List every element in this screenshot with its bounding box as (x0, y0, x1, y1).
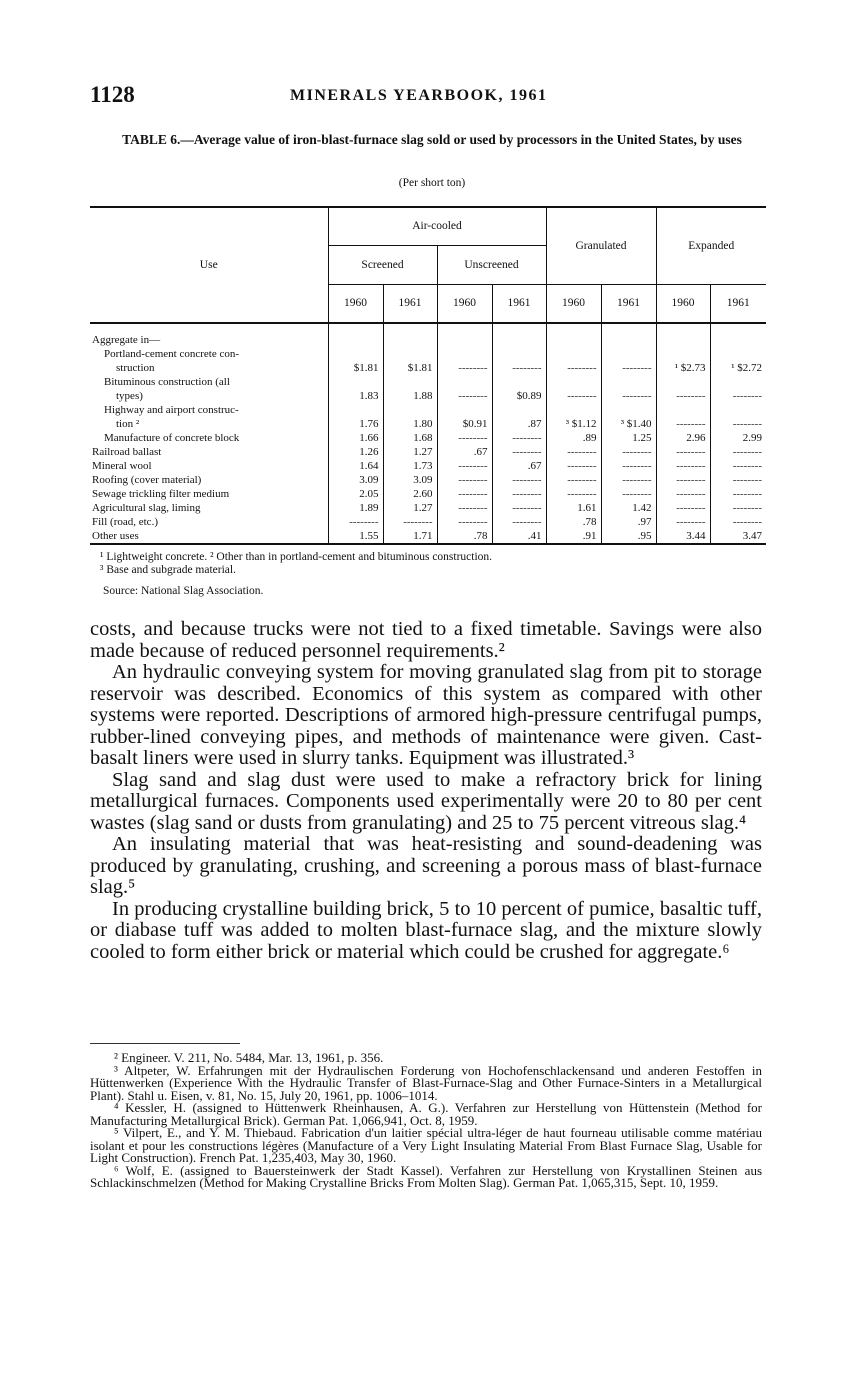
table-cell: 3.44 (656, 529, 710, 544)
table-cell: ¹ $2.72 (710, 361, 766, 375)
row-use-label: Sewage trickling filter medium (92, 488, 230, 500)
table-cell: -------- (437, 515, 492, 529)
table-cell: -------- (437, 389, 492, 403)
row-use-label: tion ² (116, 418, 140, 430)
page-number: 1128 (90, 82, 135, 107)
table-cell: -------- (437, 473, 492, 487)
table-row (90, 375, 766, 389)
year-header: 1960 (546, 284, 601, 323)
table-cell: -------- (601, 459, 656, 473)
table-cell: -------- (601, 473, 656, 487)
table-cell: $0.91 (437, 417, 492, 431)
table-cell: 2.05 (328, 487, 383, 501)
table-cell: 1.71 (383, 529, 437, 544)
year-header: 1961 (601, 284, 656, 323)
group-unscreened: Unscreened (437, 245, 546, 284)
table-cell: 1.76 (328, 417, 383, 431)
table-cell: -------- (710, 389, 766, 403)
row-use-label: struction (116, 362, 155, 374)
row-use-label: Fill (road, etc.) (92, 516, 158, 528)
table-cell: 1.89 (328, 501, 383, 515)
table-row (90, 431, 766, 445)
table-cell: .89 (546, 431, 601, 445)
table-cell: 2.96 (656, 431, 710, 445)
row-use-label: Agricultural slag, liming (92, 502, 201, 514)
table-cell: -------- (656, 473, 710, 487)
col-use-header: Use (90, 207, 328, 323)
group-granulated: Granulated (546, 207, 656, 284)
row-use-label: types) (116, 390, 143, 402)
table-cell: -------- (656, 445, 710, 459)
slag-value-table (90, 206, 766, 545)
table-cell: -------- (710, 487, 766, 501)
table-cell: -------- (710, 417, 766, 431)
footnote: ⁴ Kessler, H. (assigned to Hüttenwerk Rheinhausen, A. G.). Verfahren zur Herstellung von Hüttenstein (Method for Manufacturing Metallurgical Brick). German Pat. 1,066,941, Oct. 8, 1959. (90, 1100, 762, 1128)
table-cell: -------- (710, 445, 766, 459)
table-cell: 2.60 (383, 487, 437, 501)
table-row (90, 445, 766, 459)
body-paragraph: costs, and because trucks were not tied to a fixed timetable. Savings were also made because of reduced personnel requirements.² (90, 618, 762, 662)
table-cell: -------- (492, 515, 546, 529)
table-row (90, 323, 766, 333)
body-paragraph: An insulating material that was heat-resisting and sound-deadening was produced by granulating, crushing, and screening a porous mass of blast-furnace slag.⁵ (90, 833, 762, 898)
table-cell: -------- (546, 445, 601, 459)
table-cell: -------- (492, 473, 546, 487)
table-row (90, 333, 766, 347)
table-cell: 3.09 (383, 473, 437, 487)
table-row (90, 347, 766, 361)
table-cell: -------- (437, 431, 492, 445)
body-paragraph: An hydraulic conveying system for moving granulated slag from pit to storage reservoir was described. Economics of this system as compared with other systems were reported. Descriptions of armored high-pressure centrifugal pumps, rubber-lined conveying pipes, and methods of maintenance were given. Cast-basalt liners were used in slurry tanks. Equipment was illustrated.³ (90, 661, 762, 769)
table-cell: -------- (656, 389, 710, 403)
table-cell: -------- (546, 459, 601, 473)
table-cell: -------- (492, 487, 546, 501)
table-row (90, 473, 766, 487)
table-cell: $1.81 (328, 361, 383, 375)
table-cell: 2.99 (710, 431, 766, 445)
footnote-rule (90, 1043, 240, 1044)
table-cell: 1.73 (383, 459, 437, 473)
table-row (90, 487, 766, 501)
table-cell: ¹ $2.73 (656, 361, 710, 375)
row-use-label: Highway and airport construc- (104, 404, 239, 416)
table-cell: 3.47 (710, 529, 766, 544)
table-cell: -------- (437, 487, 492, 501)
table-cell: 1.88 (383, 389, 437, 403)
table-cell: -------- (437, 501, 492, 515)
table-cell: -------- (710, 459, 766, 473)
table-source: Source: National Slag Association. (103, 585, 264, 597)
running-head: MINERALS YEARBOOK, 1961 (290, 87, 548, 104)
year-header: 1960 (656, 284, 710, 323)
table-cell: 3.09 (328, 473, 383, 487)
table-cell: -------- (328, 515, 383, 529)
table-cell: -------- (546, 487, 601, 501)
table-cell: -------- (656, 487, 710, 501)
group-screened: Screened (328, 245, 437, 284)
table-row (90, 389, 766, 403)
table-cell: .78 (546, 515, 601, 529)
table-cell: .91 (546, 529, 601, 544)
table-cell: -------- (656, 501, 710, 515)
table-cell: 1.61 (546, 501, 601, 515)
table-cell: -------- (601, 445, 656, 459)
table-footnote-line-2: ³ Base and subgrade material. (100, 564, 236, 576)
table-cell: .97 (601, 515, 656, 529)
table-cell: $1.81 (383, 361, 437, 375)
body-paragraph: In producing crystalline building brick, 5 to 10 percent of pumice, basaltic tuff, or diabase tuff was added to molten blast-furnace slag, and the mixture slowly cooled to form either brick or material which could be crushed for aggregate.⁶ (90, 897, 762, 963)
table-cell: .95 (601, 529, 656, 544)
row-use-label: Mineral wool (92, 460, 152, 472)
table-caption: TABLE 6.—Average value of iron-blast-furnace slag sold or used by processors in the United States, by uses (122, 132, 742, 147)
body-text (90, 619, 762, 963)
table-cell: ³ $1.12 (546, 417, 601, 431)
body-paragraph: Slag sand and slag dust were used to make a refractory brick for lining metallurgical furnaces. Components used experimentally were 20 to 80 per cent wastes (slag sand or dusts from granulating) and 25 to 75 percent vitreous slag.⁴ (90, 768, 762, 834)
year-header: 1961 (492, 284, 546, 323)
footnote: ³ Altpeter, W. Erfahrungen mit der Hydraulischen Forderung von Hochofenschlackensand und anderen Festoffen in Hüttenwerken (Experience With the Hydraulic Transfer of Blast-Furnace-Slag and Other Furnace-Sinters in a Metallurgical Plant). Stahl u. Eisen, v. 81, No. 15, July 20, 1961, pp. 1006–1014. (90, 1062, 762, 1103)
table-row (90, 361, 766, 375)
table-cell: .41 (492, 529, 546, 544)
table-cell: .67 (437, 445, 492, 459)
table-cell: 1.64 (328, 459, 383, 473)
table-cell: .87 (492, 417, 546, 431)
table-cell: 1.26 (328, 445, 383, 459)
table-cell: -------- (437, 459, 492, 473)
table-cell: -------- (601, 487, 656, 501)
footnote: ⁵ Vilpert, E., and Y. M. Thiebaud. Fabrication d'un laitier spécial ultra-léger de haut fourneau utilisable comme matériau isolant et pour les constructions légères (Manufacture of a Very Light Insulating Material From Blast Furnace Slag, Usable for Light Construction). French Pat. 1,235,403, May 30, 1960. (90, 1125, 762, 1165)
year-header: 1960 (328, 284, 383, 323)
table-cell: -------- (601, 361, 656, 375)
table-cell: 1.68 (383, 431, 437, 445)
row-use-label: Roofing (cover material) (92, 474, 202, 486)
row-use-label: Portland-cement concrete con- (104, 348, 239, 360)
table-cell: 1.27 (383, 445, 437, 459)
table-cell: $0.89 (492, 389, 546, 403)
table-cell: -------- (710, 473, 766, 487)
table-row (90, 459, 766, 473)
table-cell: 1.27 (383, 501, 437, 515)
table-cell: 1.25 (601, 431, 656, 445)
table-cell: 1.55 (328, 529, 383, 544)
table-cell: .67 (492, 459, 546, 473)
table-cell: .78 (437, 529, 492, 544)
table-cell: -------- (656, 417, 710, 431)
table-cell: -------- (437, 361, 492, 375)
table-cell: -------- (492, 431, 546, 445)
footnote: ² Engineer. V. 211, No. 5484, Mar. 13, 1961, p. 356. (114, 1050, 384, 1065)
table-cell: -------- (601, 389, 656, 403)
year-header: 1960 (437, 284, 492, 323)
table-cell: -------- (546, 389, 601, 403)
row-use-label: Railroad ballast (92, 446, 162, 458)
table-cell: 1.66 (328, 431, 383, 445)
table-cell: -------- (710, 501, 766, 515)
table-cell: -------- (492, 445, 546, 459)
footnotes (90, 1052, 762, 1190)
table-footnotes (100, 551, 492, 577)
table-cell: -------- (656, 515, 710, 529)
footnote: ⁶ Wolf, E. (assigned to Bauersteinwerk der Stadt Kassel). Verfahren zur Herstellung von Krystallinen Steinen aus Schlackinschmelzen (Method for Making Crystalline Bricks From Molten Slag). German Pat. 1,065,315, Sept. 10, 1959. (90, 1162, 762, 1190)
table-row (90, 529, 766, 544)
table-cell: -------- (492, 501, 546, 515)
table-footnote-line-1: ¹ Lightweight concrete. ² Other than in portland-cement and bituminous construction. (100, 551, 493, 563)
group-expanded: Expanded (656, 207, 766, 284)
row-use-label: Other uses (90, 529, 328, 544)
table-cell: -------- (546, 361, 601, 375)
row-use-label: Bituminous construction (all (104, 376, 230, 388)
table-cell: 1.42 (601, 501, 656, 515)
table-row (90, 403, 766, 417)
table-cell: 1.83 (328, 389, 383, 403)
table-cell: -------- (383, 515, 437, 529)
year-header: 1961 (710, 284, 766, 323)
table-cell: 1.80 (383, 417, 437, 431)
group-aircooled: Air-cooled (328, 207, 546, 245)
table-cell: -------- (492, 361, 546, 375)
table-cell: ³ $1.40 (601, 417, 656, 431)
table-row (90, 501, 766, 515)
section-label: Aggregate in— (92, 334, 161, 346)
table-cell: -------- (546, 473, 601, 487)
table-cell: -------- (710, 515, 766, 529)
table-row (90, 515, 766, 529)
table-cell: -------- (656, 459, 710, 473)
row-use-label: Manufacture of concrete block (104, 432, 240, 444)
table-row (90, 417, 766, 431)
table-subcaption: (Per short ton) (398, 177, 466, 189)
year-header: 1961 (383, 284, 437, 323)
